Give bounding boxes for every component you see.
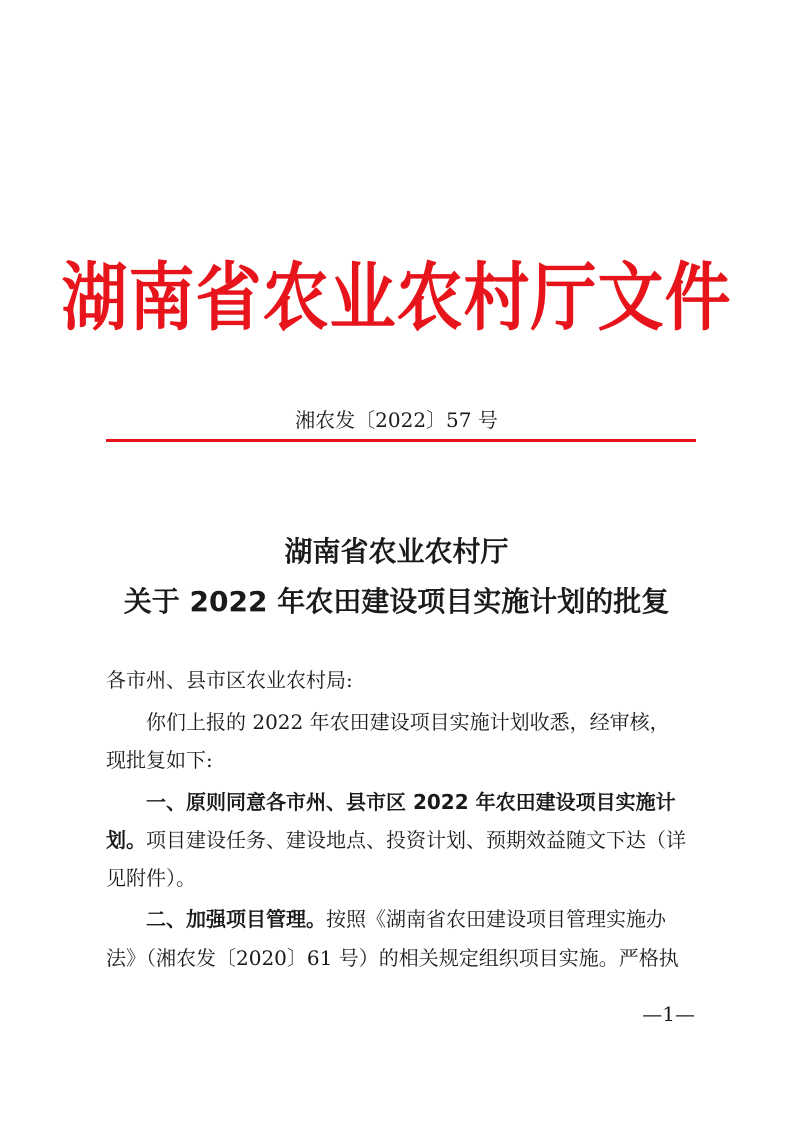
salutation: 各市州、县市区农业农村局: — [106, 668, 353, 692]
red-separator-line — [106, 439, 696, 442]
item-1-heading-end: 划。 — [106, 828, 146, 852]
page-number: —1— — [642, 1002, 695, 1026]
item-1-text-line-3: 见附件）。 — [106, 866, 196, 890]
item-2-heading: 二、加强项目管理。 — [146, 907, 326, 931]
item-2-text-line-2: 法》（湘农发〔2020〕61 号）的相关规定组织项目实施。严格执 — [106, 946, 679, 970]
item-1-heading-line-1: 一、原则同意各市州、县市区 2022 年农田建设项目实施计 — [146, 790, 676, 814]
document-title-line2: 关于 2022 年农田建设项目实施计划的批复 — [123, 585, 670, 618]
issuer-header-title: 湖南省农业农村厅文件 — [61, 253, 732, 342]
item-1-line-2 — [106, 830, 696, 850]
item-1-text-line-2: 项目建设任务、建设地点、投资计划、预期效益随文下达（详 — [146, 828, 686, 852]
document-number: 湘农发〔2022〕57 号 — [295, 408, 498, 432]
document-title-line1: 湖南省农业农村厅 — [284, 535, 509, 568]
item-2-line-1 — [146, 909, 736, 929]
item-2-text-line-1: 按照《湖南省农田建设项目管理实施办 — [326, 907, 666, 931]
paragraph-1-line-2: 现批复如下: — [106, 748, 213, 772]
paragraph-1-line-1: 你们上报的 2022 年农田建设项目实施计划收悉，经审核， — [146, 710, 670, 734]
